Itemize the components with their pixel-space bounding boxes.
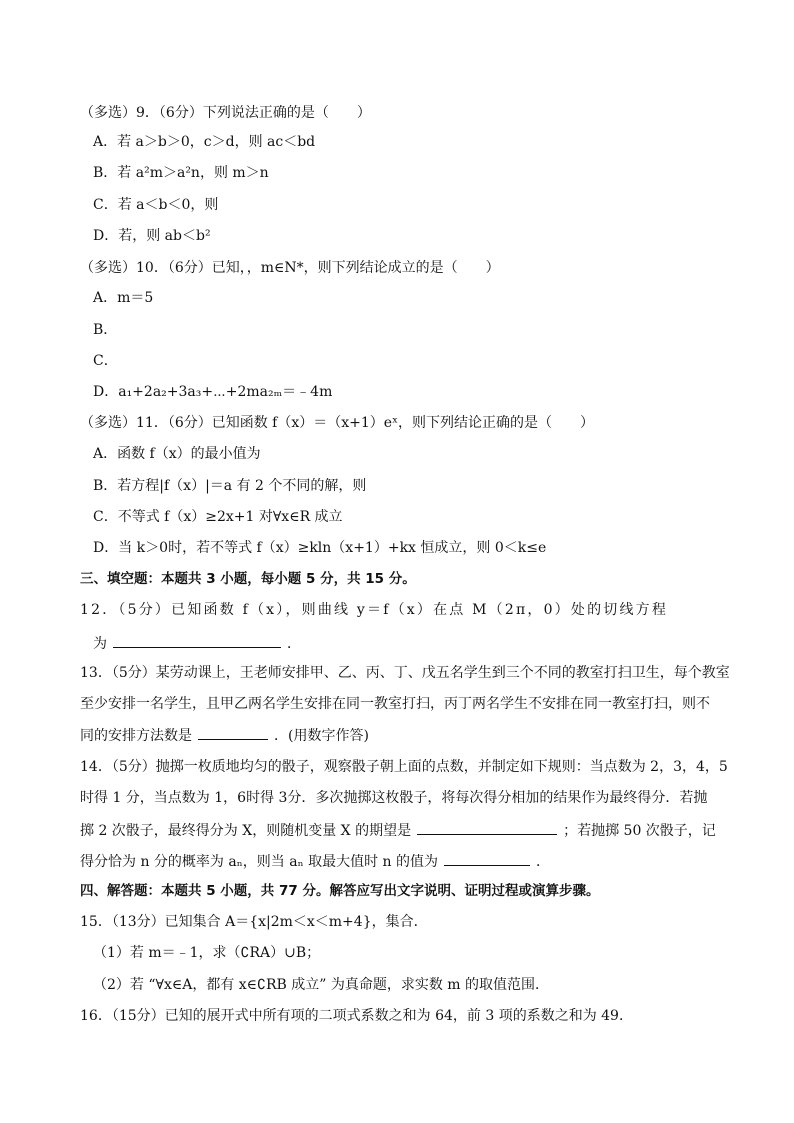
q15-part-1-line bbox=[0, 943, 794, 963]
q11-option-a-line bbox=[0, 444, 794, 464]
q15-stem: 15．（13分）已知集合 A＝{x|2m＜x＜m+4}，集合． bbox=[80, 914, 428, 930]
q14-line-4 bbox=[0, 850, 794, 870]
q13-post: ．(用数字作答) bbox=[274, 728, 369, 744]
q10-stem-line bbox=[0, 258, 794, 278]
section-4-line bbox=[0, 881, 794, 901]
q9-option-b: B．若 a²m＞a²n，则 m＞n bbox=[93, 165, 269, 181]
q15-part-2-line bbox=[0, 975, 794, 995]
q10-option-a: A．m＝5 bbox=[93, 290, 154, 306]
q13-text-1: 13．（5分）某劳动课上，王老师安排甲、乙、丙、丁、戊五名学生到三个不同的教室打扫卫生，每个教室 bbox=[80, 665, 730, 681]
q12-answer-row bbox=[93, 632, 301, 654]
q10-option-d-line bbox=[0, 382, 794, 402]
q9-option-d: D．若，则 ab＜b² bbox=[93, 228, 211, 244]
q9-option-a: A．若 a＞b＞0，c＞d，则 ac＜bd bbox=[93, 134, 316, 150]
q12-post: ． bbox=[287, 636, 301, 652]
q11-option-a: A．函数 f（x）的最小值为 bbox=[93, 446, 261, 462]
q13-line-2 bbox=[0, 694, 794, 714]
q15-part-1: （1）若 m＝﹣1，求（∁RA）∪B； bbox=[93, 945, 321, 961]
q10-option-d: D．a₁+2a₂+3a₃+⋯+2ma₂ₘ＝﹣4m bbox=[93, 384, 333, 400]
section-4-heading: 四、解答题：本题共 5 小题，共 77 分。解答应写出文字说明、证明过程或演算步骤。 bbox=[80, 883, 600, 899]
q13-answer-blank bbox=[198, 724, 268, 740]
q11-option-d: D．当 k＞0时，若不等式 f（x）≥kln（x+1）+kx 恒成立，则 0＜k≤e bbox=[93, 540, 547, 556]
q13-line-1 bbox=[0, 663, 794, 683]
q13-pre: 同的安排方法数是 bbox=[80, 728, 192, 744]
q13-answer-row bbox=[80, 724, 369, 746]
q11-option-d-line bbox=[0, 538, 794, 558]
q9-option-a-line bbox=[0, 132, 794, 152]
q15-stem-line bbox=[0, 912, 794, 932]
q11-option-c: C．不等式 f（x）≥2x+1 对∀x∈R 成立 bbox=[93, 509, 343, 525]
q12-answer-blank bbox=[113, 632, 281, 648]
q9-option-b-line bbox=[0, 163, 794, 183]
q12-pre: 为 bbox=[93, 636, 107, 652]
q11-stem: （多选）11．（6分）已知函数 f（x）＝（x+1）eˣ，则下列结论正确的是（ ） bbox=[80, 415, 594, 431]
q14-text-1: 14．（5分）抛掷一枚质地均匀的骰子，观察骰子朝上面的点数，并制定如下规则：当点数为 2，3，4，5 bbox=[80, 759, 728, 775]
q14-line-1 bbox=[0, 757, 794, 777]
q10-stem: （多选）10．（6分）已知，，m∈N*，则下列结论成立的是（ ） bbox=[80, 260, 500, 276]
section-3-line bbox=[0, 569, 794, 589]
q10-option-c-line bbox=[0, 351, 794, 371]
q11-option-b-line bbox=[0, 476, 794, 496]
q9-option-d-line bbox=[0, 226, 794, 246]
q12-line-2 bbox=[0, 632, 794, 652]
q10-option-c: C． bbox=[93, 353, 118, 369]
q14-answer-blank-1 bbox=[417, 819, 557, 835]
q10-option-b-line bbox=[0, 320, 794, 340]
q13-text-2: 至少安排一名学生，且甲乙两名学生安排在同一教室打扫，丙丁两名学生不安排在同一教室打扫，则不 bbox=[80, 696, 710, 712]
q12-line-1 bbox=[0, 600, 794, 620]
q14-pre-3: 掷 2 次骰子，最终得分为 X，则随机变量 X 的期望是 bbox=[80, 823, 412, 839]
section-3-heading: 三、填空题：本题共 3 小题，每小题 5 分，共 15 分。 bbox=[80, 571, 416, 587]
q14-mid-3: ；若抛掷 50 次骰子，记 bbox=[563, 823, 716, 839]
q14-answer-row-1 bbox=[80, 819, 716, 841]
q9-stem-line bbox=[0, 103, 794, 123]
q13-line-3 bbox=[0, 724, 794, 744]
q10-option-a-line bbox=[0, 288, 794, 308]
q9-option-c-line bbox=[0, 195, 794, 215]
q14-text-2: 时得 1 分，当点数为 1，6时得 3分．多次抛掷这枚骰子，将每次得分相加的结果作为最终得分．若抛 bbox=[80, 790, 708, 806]
q14-line-2 bbox=[0, 788, 794, 808]
q11-stem-line bbox=[0, 413, 794, 433]
q9-option-c: C．若 a＜b＜0，则 bbox=[93, 197, 219, 213]
q11-option-c-line bbox=[0, 507, 794, 527]
q14-answer-row-2 bbox=[80, 850, 550, 872]
q15-part-2: （2）若 “∀x∈A，都有 x∈∁RB 成立” 为真命题，求实数 m 的取值范围． bbox=[93, 977, 550, 993]
q16-stem: 16．（15分）已知的展开式中所有项的二项式系数之和为 64，前 3 项的系数之和为 49． bbox=[80, 1008, 633, 1024]
q10-option-b: B． bbox=[93, 322, 118, 338]
q11-option-b: B．若方程|f（x）|＝a 有 2 个不同的解，则 bbox=[93, 478, 367, 494]
q14-line-3 bbox=[0, 819, 794, 839]
q14-pre-4: 得分恰为 n 分的概率为 aₙ，则当 aₙ 取最大值时 n 的值为 bbox=[80, 854, 438, 870]
q12-text-1 bbox=[80, 600, 720, 620]
q12-text: 12．（5分）已知函数 f（x），则曲线 y＝f（x）在点 M（2π，0）处的切线方程 bbox=[80, 602, 669, 618]
q16-stem-line bbox=[0, 1006, 794, 1026]
q14-answer-blank-2 bbox=[444, 850, 530, 866]
q9-stem: （多选）9．（6分）下列说法正确的是（ ） bbox=[80, 105, 371, 121]
q14-post-4: ． bbox=[536, 854, 550, 870]
